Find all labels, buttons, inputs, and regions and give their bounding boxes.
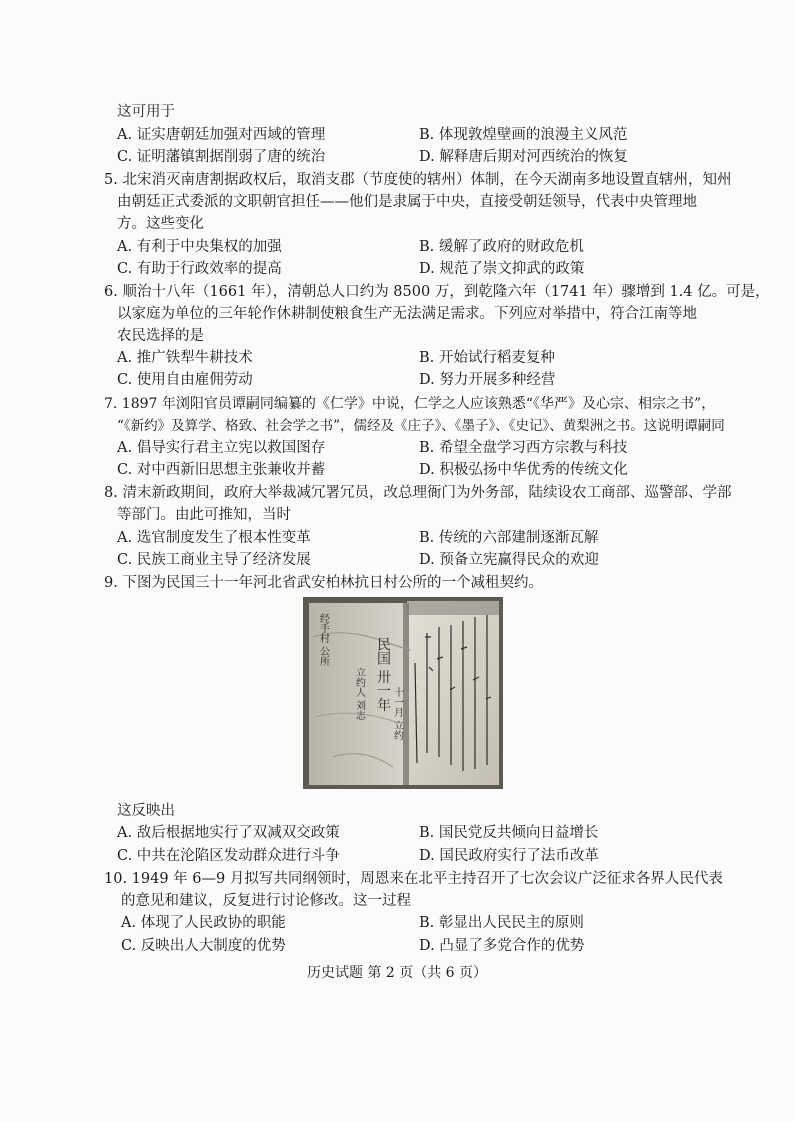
q9-option-b: B. 国民党反共倾向日益增长 — [419, 825, 599, 841]
q7-option-a: A. 倡导实行君主立宪以救国图存 — [117, 440, 326, 456]
q5-option-a: A. 有利于中央集权的加强 — [117, 239, 282, 255]
q6-option-c: C. 使用自由雇佣劳动 — [117, 372, 253, 388]
q5-option-b: B. 缓解了政府的财政危机 — [419, 239, 584, 255]
q7-option-d: D. 积极弘扬中华优秀的传统文化 — [419, 462, 628, 478]
q7-stem-line-2: “《新约》及算学、格致、社会学之书”，儒经及《庄子》、《墨子》、《史记》、黄梨洲之书。这说明谭嗣同 — [117, 418, 725, 434]
q8-option-d: D. 预备立宪赢得民众的欢迎 — [419, 552, 599, 568]
q8-option-c: C. 民族工商业主导了经济发展 — [117, 552, 311, 568]
q6-stem-line-3: 农民选择的是 — [117, 328, 204, 344]
q8-option-a: A. 选官制度发生了根本性变革 — [117, 530, 311, 546]
q9-option-d: D. 国民政府实行了法币改革 — [419, 848, 599, 864]
q8-stem-line-1: 8. 清末新政期间，政府大举裁减冗署冗员，改总理衙门为外务部，陆续设农工商部、巡警部、学部 — [104, 485, 732, 501]
q5-option-c: C. 有助于行政效率的提高 — [117, 261, 282, 277]
q6-option-d: D. 努力开展多种经营 — [419, 372, 556, 388]
contract-month-text: 十一月 立约 — [391, 687, 403, 741]
q5-stem-line-2: 由朝廷正式委派的文职朝官担任——他们是隶属于中央，直接受朝廷领导，代表中央管理地 — [117, 194, 697, 210]
q8-option-b: B. 传统的六部建制逐渐瓦解 — [419, 530, 599, 546]
q10-option-b: B. 彰显出人民民主的原则 — [419, 915, 584, 931]
q5-stem-line-1: 5. 北宋消灭南唐割据政权后，取消支郡（节度使的辖州）体制，在今天湖南多地设置直辖州，知州 — [104, 172, 732, 188]
q5-option-d: D. 规范了崇文抑武的政策 — [419, 261, 585, 277]
q10-option-a: A. 体现了人民政协的职能 — [121, 915, 286, 931]
q10-stem-line-1: 10. 1949 年 6—9 月拟写共同纲领时，周恩来在北平主持召开了七次会议广泛征求各界人民代表 — [104, 871, 723, 887]
q4-option-d: D. 解释唐后期对河西统治的恢复 — [419, 149, 628, 165]
q9-stem-line-1: 9. 下图为民国三十一年河北省武安柏林抗日村公所的一个减租契约。 — [104, 575, 543, 591]
q4-option-b: B. 体现敦煌壁画的浪漫主义风范 — [419, 127, 628, 143]
q9-option-a: A. 敌后根据地实行了双减双交政策 — [117, 825, 340, 841]
q9-option-c: C. 中共在沦陷区发动群众进行斗争 — [117, 848, 340, 864]
contract-date-text: 民国 卅一年 — [375, 637, 391, 712]
rent-reduction-contract-photo — [303, 597, 503, 789]
contract-left-text: 经手村 公所 — [317, 613, 329, 667]
q5-stem-line-3: 方。这些变化 — [117, 216, 204, 232]
q6-option-a: A. 推广铁犁牛耕技术 — [117, 350, 253, 366]
contract-mid-text: 立约人 刘志 — [353, 667, 365, 721]
q8-stem-line-2: 等部门。由此可推知，当时 — [117, 507, 291, 523]
contract-image — [303, 597, 503, 789]
q7-stem-line-1: 7. 1897 年浏阳官员谭嗣同编纂的《仁学》中说，仁学之人应该熟悉“《华严》及心宗、相宗之书”， — [104, 396, 716, 412]
q10-option-c: C. 反映出人大制度的优势 — [121, 938, 286, 954]
q6-stem-line-2: 以家庭为单位的三年轮作休耕制使粮食生产无法满足需求。下列应对举措中，符合江南等地 — [117, 306, 697, 322]
q10-option-d: D. 凸显了多党合作的优势 — [419, 938, 585, 954]
q4-stem-tail: 这可用于 — [117, 104, 175, 120]
q10-stem-line-2: 的意见和建议，反复进行讨论修改。这一过程 — [121, 893, 411, 909]
q6-option-b: B. 开始试行稻麦复种 — [419, 350, 555, 366]
q7-option-c: C. 对中西新旧思想主张兼收并蓄 — [117, 462, 326, 478]
q6-stem-line-1: 6. 顺治十八年（1661 年），清朝总人口约为 8500 万，到乾隆六年（1741 年）骤增到 1.4 亿。可是， — [104, 284, 770, 300]
q4-option-c: C. 证明藩镇割据削弱了唐的统治 — [117, 149, 326, 165]
page-footer: 历史试题 第 2 页（共 6 页） — [306, 965, 488, 981]
q4-option-a: A. 证实唐朝廷加强对西域的管理 — [117, 127, 326, 143]
q7-option-b: B. 希望全盘学习西方宗教与科技 — [419, 440, 628, 456]
q9-stem-after: 这反映出 — [117, 803, 175, 819]
